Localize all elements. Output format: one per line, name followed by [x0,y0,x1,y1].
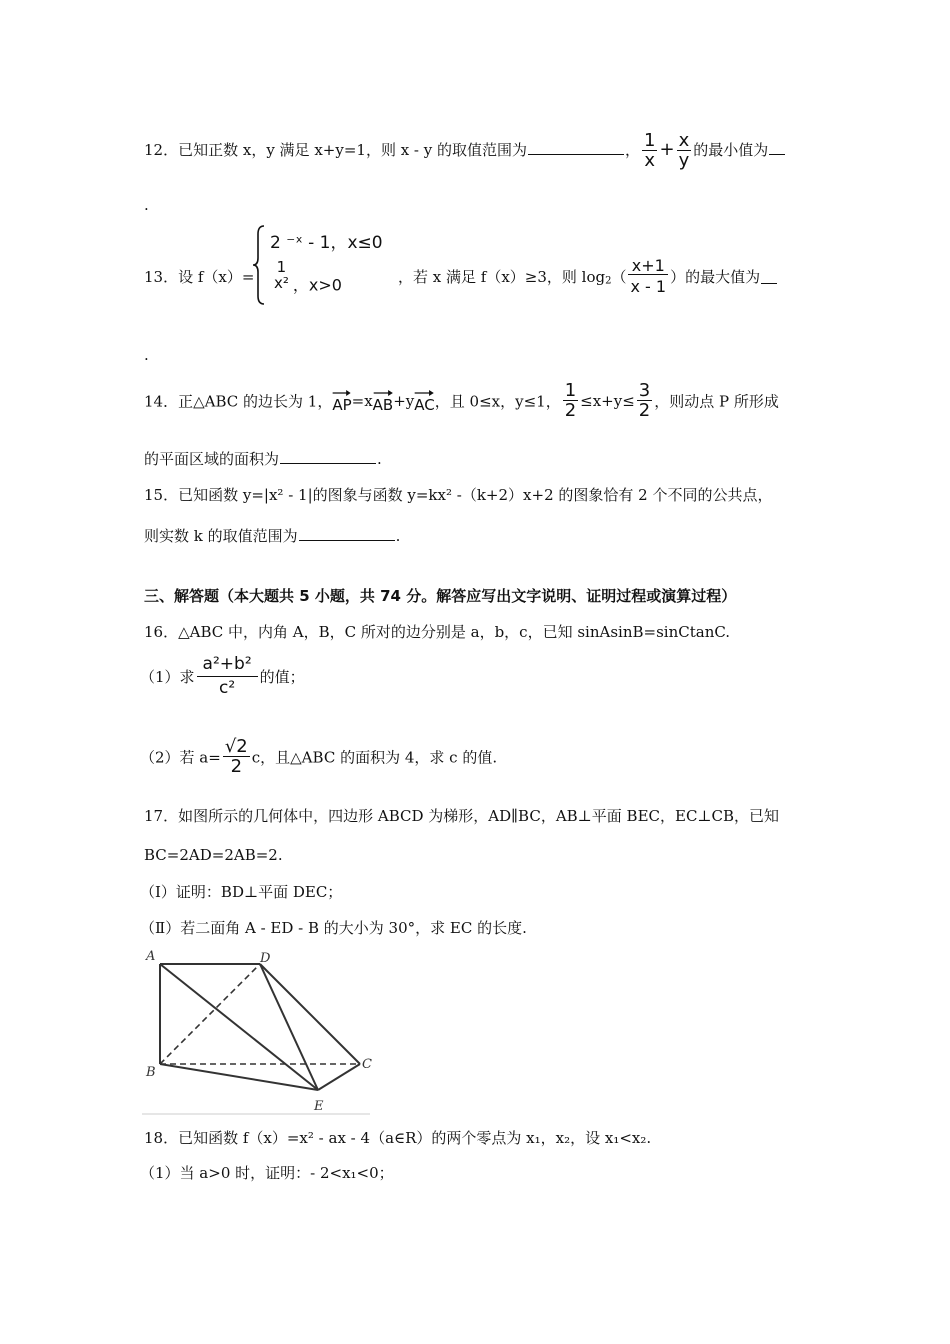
q12-answer-blank-2 [769,140,785,155]
q13-stem: 13．设 f（x）= [144,268,255,286]
q13-piece-1: 2 ⁻ˣ - 1，x≤0 [270,233,383,253]
q15-line-2: 则实数 k 的取值范围为 . [144,527,401,545]
q17-part-2: （Ⅱ）若二面角 A - ED - B 的大小为 30°，求 EC 的长度. [140,919,527,937]
vector-ab: AB [373,389,394,414]
q14-line-2: 的平面区域的面积为 . [144,450,382,468]
q13-log-fraction: $\frac{x+1}{x - 1}$ [630,256,667,296]
q16-part-1: （1）求 $\frac{\text{a²+b²}}{\text{c²}}$ 的值； [140,654,305,698]
q15-line-1: 15．已知函数 y=|x² - 1|的图象与函数 y=kx² -（k+2）x+2 的图象恰有 2 个不同的公共点， [144,486,773,504]
q12-stem: 12．已知正数 x，y 满足 x+y=1，则 x - y 的取值范围为 [144,141,528,159]
geometry-figure [142,946,374,1118]
edge-be [160,1064,318,1090]
vector-ac: AC [414,389,434,414]
q14-answer-blank [280,449,376,464]
q13-condition: ，若 x 满足 f（x）≥3，则 $\log_2$（ $\frac{x+1}{x - 1}$ ）的最大值为 [398,258,778,295]
q17-line-1: 17．如图所示的几何体中，四边形 ABCD 为梯形，AD∥BC，AB⊥平面 BEC，EC⊥CB，已知 [144,807,780,825]
section-3-heading: 三、解答题（本大题共 5 小题，共 74 分。解答应写出文字说明、证明过程或演算过程） [144,587,737,605]
q12-period: . [144,196,149,214]
label-b: B [146,1065,156,1080]
q14-fraction-half: $\frac{1}{2}$ [564,380,577,421]
edge-dc [260,964,360,1064]
vector-arrow-icon [332,389,351,397]
q17-part-1: （Ⅰ）证明：BD⊥平面 DEC； [140,883,343,901]
q15-answer-blank [299,526,395,541]
edge-ce [318,1064,360,1090]
question-12: 12．已知正数 x，y 满足 x+y=1，则 x - y 的取值范围为 ， $\frac{1}{x}$ + $\frac{x}{y}$ 的最小值为 [144,132,786,170]
q13-piecewise-function [252,224,397,306]
q13-piece-2: 1 x² ，x>0 [274,258,342,295]
vector-ap: AP [332,389,351,414]
label-c: C [362,1057,372,1072]
vector-arrow-icon [373,389,394,397]
q14-fraction-three-halves: $\frac{3}{2}$ [638,380,651,421]
q16-sqrt-fraction: $\frac{√2}{2}$ [224,736,248,777]
q16-part-2: （2）若 a= $\frac{√2}{2}$ c，且△ABC 的面积为 4，求 c 的值. [140,736,498,777]
vector-arrow-icon [414,389,434,397]
q12-answer-blank-1 [528,140,624,155]
q13-answer-blank [761,269,777,284]
q17-line-2: BC=2AD=2AB=2. [144,846,283,864]
left-brace-icon [252,224,266,306]
edge-bd-hidden [160,964,260,1064]
label-d: D [260,951,271,966]
q16-fraction: $\frac{\text{a²+b²}}{\text{c²}}$ [197,656,258,697]
label-e: E [314,1099,324,1114]
edge-ae [160,964,318,1090]
q12-fraction-2: $\frac{x}{y}$ [678,130,690,171]
label-a: A [146,949,156,964]
q18-line-1: 18．已知函数 f（x）=x² - ax - 4（a∈R）的两个零点为 x₁，x₂，设 x₁<x₂. [144,1129,652,1147]
edge-de [260,964,318,1090]
q13-period: . [144,346,149,364]
q18-part-1: （1）当 a>0 时，证明：- 2<x₁<0； [140,1164,394,1182]
question-14: 14．正△ABC 的边长为 1， AP=x AB+y AC，且 0≤x，y≤1， $\frac{1}{2}$ ≤x+y≤ $\frac{3}{2}$ ，则动点 P 所形成 [144,380,779,421]
q12-fraction-1: $\frac{1}{x}$ [644,130,656,171]
q16-stem: 16．△ABC 中，内角 A，B，C 所对的边分别是 a，b，c，已知 sinAsinB=sinCtanC. [144,623,731,641]
